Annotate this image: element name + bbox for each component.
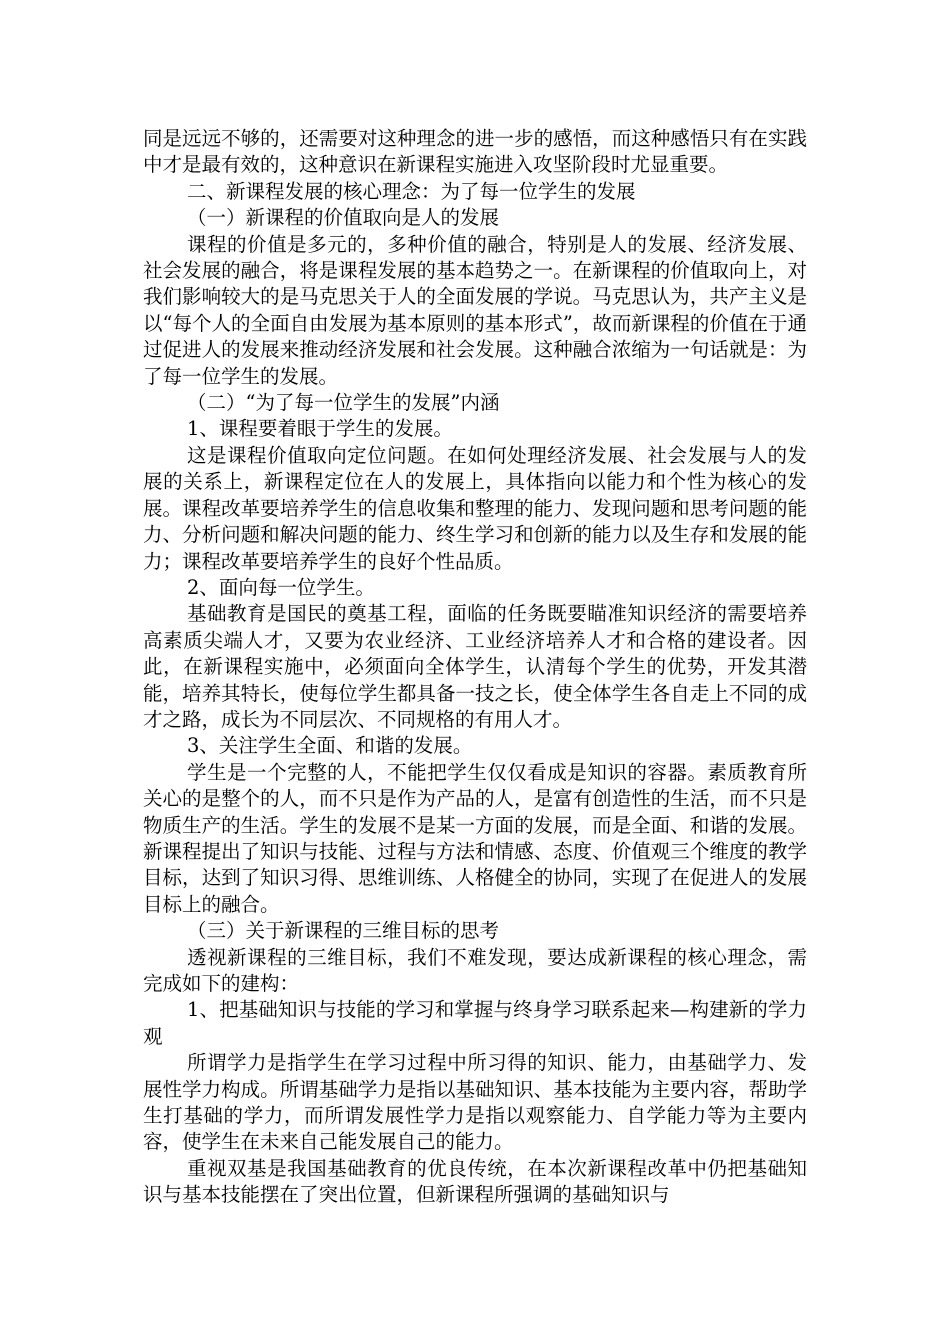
list-item-3: 3、关注学生全面、和谐的发展。	[187, 734, 473, 758]
section-heading-2: 二、新课程发展的核心理念：为了每一位学生的发展	[187, 179, 636, 203]
list-item-1: 1、课程要着眼于学生的发展。	[187, 417, 453, 441]
paragraph-whole-person: 学生是一个完整的人，不能把学生仅仅看成是知识的容器。素质教育所关心的是整个的人，而不只是作为产品的人，是富有创造性的生活，而不只是物质生产的生活。学生的发展不是某一方面的发展，而是全面、和谐的发展。新课程提出了知识与技能、过程与方法和情感、态度、价值观三个维度的教学目标，达到了知识习得、思维训练、人格健全的协同，实现了在促进人的发展目标上的融合。	[143, 760, 807, 916]
paragraph-value-orientation: 课程的价值是多元的，多种价值的融合，特别是人的发展、经济发展、社会发展的融合，将是课程发展的基本趋势之一。在新课程的价值取向上，对我们影响较大的是马克思关于人的全面发展的学说。马克思认为，共产主义是以“每个人的全面自由发展为基本原则的基本形式”，故而新课程的价值在于通过促进人的发展来推动经济发展和社会发展。这种融合浓缩为一句话就是：为了每一位学生的发展。	[143, 232, 807, 388]
subsection-heading-1: （一）新课程的价值取向是人的发展	[187, 206, 500, 230]
paragraph-basic-education: 基础教育是国民的奠基工程，面临的任务既要瞄准知识经济的需要培养高素质尖端人才，又要为农业经济、工业经济培养人才和合格的建设者。因此，在新课程实施中，必须面向全体学生，认清每个学生的优势，开发其潜能，培养其特长，使每位学生都具备一技之长，使全体学生各自走上不同的成才之路，成长为不同层次、不同规格的有用人才。	[143, 602, 807, 731]
list-item-2: 2、面向每一位学生。	[187, 575, 375, 599]
paragraph-learning-ability: 所谓学力是指学生在学习过程中所习得的知识、能力，由基础学力、发展性学力构成。所谓基础学力是指以基础知识、基本技能为主要内容，帮助学生打基础的学力，而所谓发展性学力是指以观察能力、自学能力等为主要内容，使学生在未来自己能发展自己的能力。	[143, 1051, 807, 1154]
subsection-heading-3: （三）关于新课程的三维目标的思考	[187, 919, 500, 943]
subsection-heading-2: （二）“为了每一位学生的发展”内涵	[187, 391, 500, 415]
paragraph-double-basics: 重视双基是我国基础教育的优良传统，在本次新课程改革中仍把基础知识与基本技能摆在了突出位置，但新课程所强调的基础知识与	[143, 1156, 807, 1207]
paragraph-three-dimensions: 透视新课程的三维目标，我们不难发现，要达成新课程的核心理念，需完成如下的建构：	[143, 945, 807, 995]
list-item-learning-ability: 1、把基础知识与技能的学习和掌握与终身学习联系起来—构建新的学力观	[143, 998, 807, 1048]
paragraph-1: 同是远远不够的，还需要对这种理念的进一步的感悟，而这种感悟只有在实践中才是最有效的，这种意识在新课程实施进入攻坚阶段时尤显重要。	[143, 127, 807, 177]
paragraph-course-orientation: 这是课程价值取向定位问题。在如何处理经济发展、社会发展与人的发展的关系上，新课程定位在人的发展上，具体指向以能力和个性为核心的发展。课程改革要培养学生的信息收集和整理的能力、发现问题和思考问题的能力、分析问题和解决问题的能力、终生学习和创新的能力以及生存和发展的能力；课程改革要培养学生的良好个性品质。	[143, 443, 807, 573]
document-body	[143, 126, 807, 1209]
